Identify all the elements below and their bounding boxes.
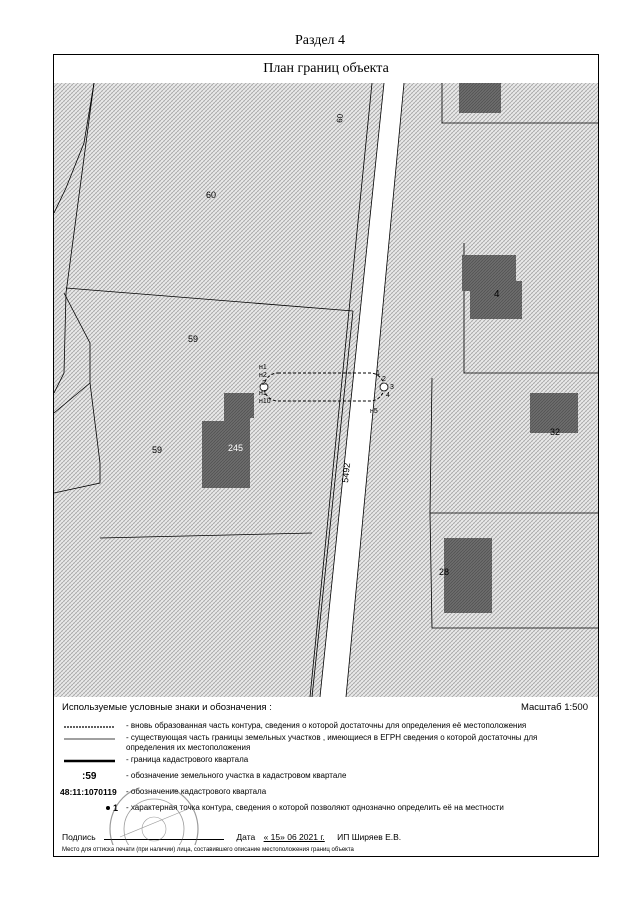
legend-symbol-existing-boundary [62,733,117,745]
building-lot-28 [444,538,492,613]
plan-title: План границ объекта [54,55,598,84]
author-name: ИП Ширяев Е.В. [337,832,402,842]
document-frame [53,54,599,857]
scale-label: Масштаб 1:500 [520,702,588,713]
legend-symbol-quarter-boundary [62,755,117,767]
boundary-plan-map [54,83,598,697]
date-label: Дата [236,832,256,842]
legend-symbol-new-contour [62,721,117,733]
building-top-right [459,83,501,113]
point-label-2-right: 2 [382,376,386,383]
building-label-245: 245 [228,443,244,453]
road-label-5492: 5492 [340,462,353,484]
lot-label-60: 60 [206,190,217,200]
point-label-1: 1 [376,370,380,377]
point-label-n2: н2 [259,372,267,379]
legend-text: - существующая часть границы земельных участков , имеющиеся в ЕГРН сведения о которой достаточны для определения их местоположения [126,733,538,752]
stamp-note: Место для оттиска печати (при наличии) лица, составившего описание местоположения границ объекта [62,847,354,853]
legend-symbol-quarter-number: 48:11:1070119 [60,787,117,797]
lot-label-28: 28 [439,567,450,577]
legend-point-number: 1 [113,803,119,813]
stamp-seal [98,789,210,845]
point-label-n5: н5 [370,408,378,415]
lot-label-60-top: 60 [335,113,345,124]
legend-heading: Используемые условные знаки и обозначения : [62,702,272,713]
point-label-n1-a: н1 [259,364,267,371]
legend-section [54,697,598,856]
map-area [54,83,598,697]
lot-label-59-top: 59 [188,334,199,344]
date-value: « 15» 06 2021 г. [263,832,325,842]
legend-text: - обозначение земельного участка в кадастровом квартале [126,771,347,780]
legend-symbol-lot-number: :59 [82,771,97,782]
point-label-n10: н10 [259,398,271,405]
map-background [54,83,598,697]
section-title: Раздел 4 [294,33,346,48]
point-label-3: 3 [390,384,394,391]
building-lot-4 [462,255,522,319]
lot-label-32: 32 [550,427,561,437]
legend-text: - обозначение кадастрового квартала [126,787,267,796]
legend-text: - характерная точка контура, сведения о которой позволяют однозначно определить её на местности [126,803,504,812]
point-label-2-left: 2 [262,380,266,387]
point-label-4: 4 [386,392,390,399]
signature-label: Подпись [62,832,96,842]
point-marker-right [380,383,388,391]
legend-text: - вновь образованная часть контура, сведения о которой достаточны для определения её местоположения [126,721,527,730]
lot-label-4: 4 [494,289,500,300]
legend-text: - граница кадастрового квартала [126,755,249,764]
point-label-n1-b: н1 [259,390,267,397]
lot-label-59: 59 [152,445,163,455]
